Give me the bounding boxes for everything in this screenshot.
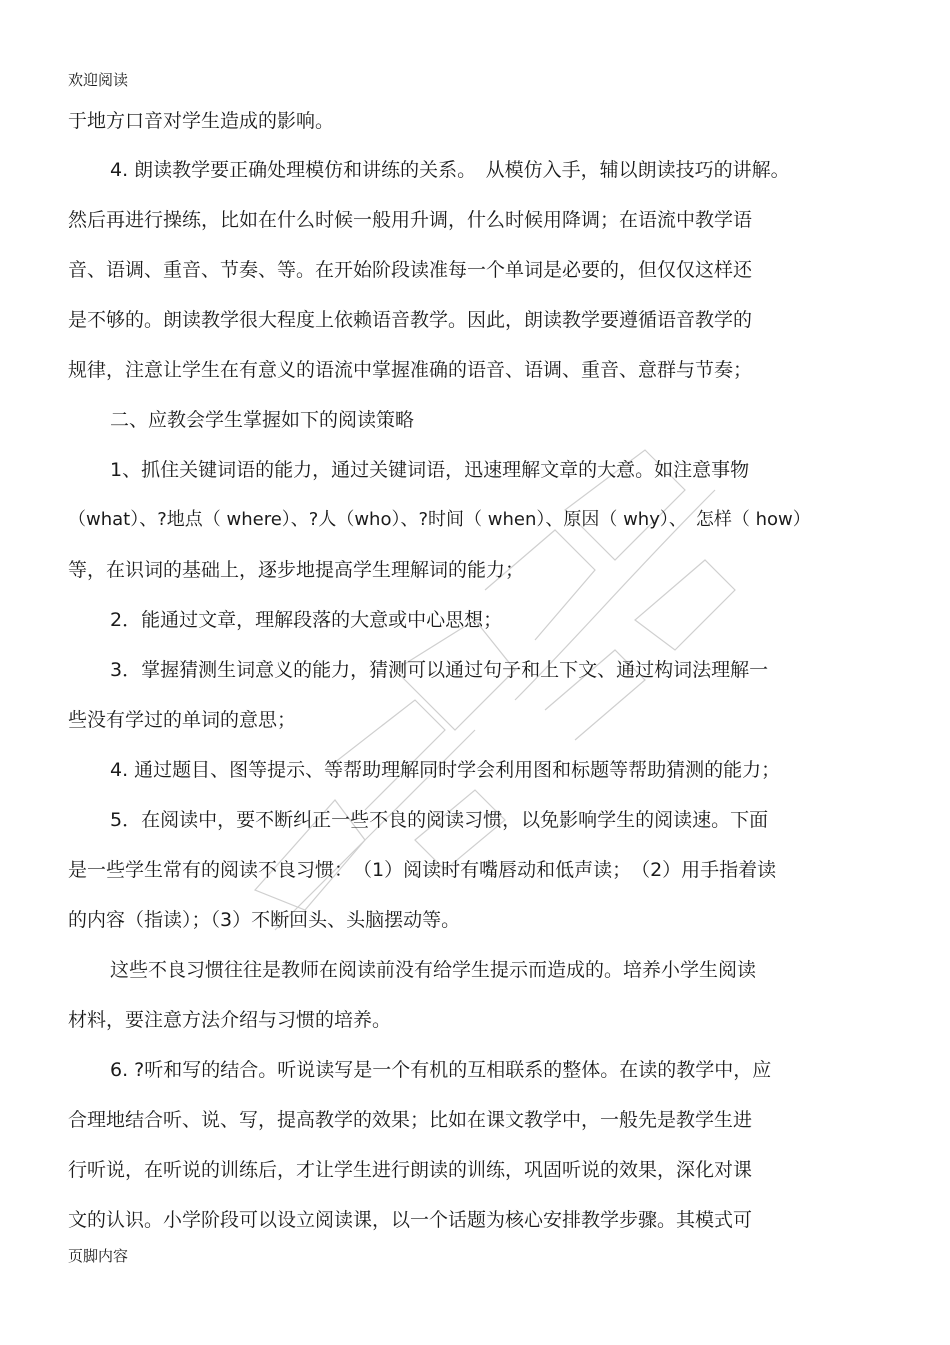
text-line: 1、抓住关键词语的能力，通过关键词语，迅速理解文章的大意。如注意事物 xyxy=(110,459,750,481)
text-line: 规律，注意让学生在有意义的语流中掌握准确的语音、语调、重音、意群与节奏； xyxy=(68,359,753,381)
text-line: （what）、?地点（ where）、?人（who）、?时间（ when）、原因（ why）、 怎样（ how） xyxy=(68,509,811,530)
text-line: 行听说，在听说的训练后，才让学生进行朗读的训练，巩固听说的效果，深化对课 xyxy=(68,1159,753,1181)
text-line: 些没有学过的单词的意思； xyxy=(68,709,297,731)
page-footer: 页脚内容 xyxy=(68,1247,129,1265)
text-line: 音、语调、重音、节奏、等。在开始阶段读准每一个单词是必要的，但仅仅这样还 xyxy=(68,259,753,281)
text-line: 5．在阅读中，要不断纠正一些不良的阅读习惯，以免影响学生的阅读速。下面 xyxy=(110,809,769,831)
text-line: 6. ?听和写的结合。听说读写是一个有机的互相联系的整体。在读的教学中，应 xyxy=(110,1059,772,1081)
text-line: 是不够的。朗读教学很大程度上依赖语音教学。因此，朗读教学要遵循语音教学的 xyxy=(68,309,753,331)
text-line: 4. 朗读教学要正确处理模仿和讲练的关系。 从模仿入手，辅以朗读技巧的讲解。 xyxy=(110,159,790,181)
page-header: 欢迎阅读 xyxy=(68,71,129,89)
section-heading: 二、应教会学生掌握如下的阅读策略 xyxy=(110,409,415,431)
text-line: 合理地结合听、说、写，提高教学的效果；比如在课文教学中，一般先是教学生进 xyxy=(68,1109,753,1131)
text-line: 4. 通过题目、图等提示、等帮助理解同时学会利用图和标题等帮助猜测的能力； xyxy=(110,759,781,781)
text-line: 2．能通过文章，理解段落的大意或中心思想； xyxy=(110,609,503,631)
text-line: 这些不良习惯往往是教师在阅读前没有给学生提示而造成的。培养小学生阅读 xyxy=(110,959,757,981)
text-line: 3．掌握猜测生词意义的能力，猜测可以通过句子和上下文、通过构词法理解一 xyxy=(110,659,769,681)
text-line: 材料，要注意方法介绍与习惯的培养。 xyxy=(68,1009,392,1031)
text-line: 等，在识词的基础上，逐步地提高学生理解词的能力； xyxy=(68,559,525,581)
text-line: 是一些学生常有的阅读不良习惯： （1）阅读时有嘴唇动和低声读； （2）用手指着读 xyxy=(68,859,777,881)
text-line: 于地方口音对学生造成的影响。 xyxy=(68,110,335,132)
text-line: 的内容（指读）；（3）不断回头、头脑摆动等。 xyxy=(68,909,461,931)
text-line: 文的认识。小学阶段可以设立阅读课，以一个话题为核心安排教学步骤。其模式可 xyxy=(68,1209,753,1231)
text-line: 然后再进行操练，比如在什么时候一般用升调，什么时候用降调；在语流中教学语 xyxy=(68,209,753,231)
